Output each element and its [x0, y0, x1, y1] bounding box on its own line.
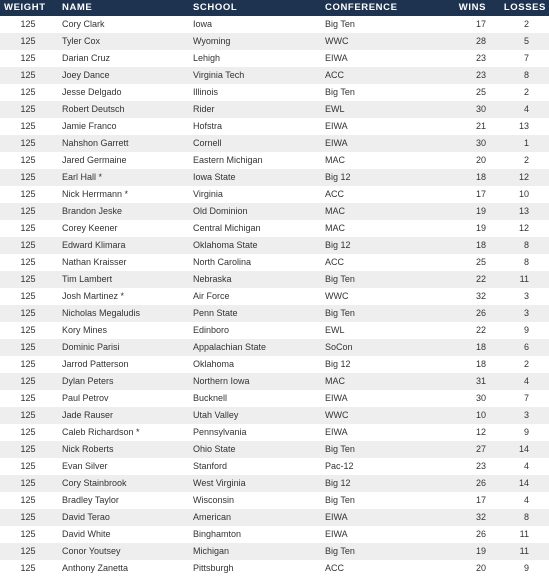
cell-school: Old Dominion	[193, 206, 248, 216]
cell-weight: 125	[20, 444, 36, 454]
cell-weight: 125	[20, 189, 36, 199]
cell-school: Illinois	[193, 87, 219, 97]
cell-conference: Big Ten	[325, 546, 355, 556]
cell-weight: 125	[20, 512, 36, 522]
cell-school: Nebraska	[193, 274, 232, 284]
cell-weight: 125	[20, 546, 36, 556]
cell-losses: 4	[523, 495, 529, 505]
cell-weight: 125	[20, 87, 36, 97]
table-row	[0, 237, 549, 254]
cell-school: Iowa	[193, 19, 213, 29]
cell-school: Pennsylvania	[193, 427, 247, 437]
cell-wins: 28	[475, 36, 486, 46]
header-conference[interactable]: CONFERENCE	[325, 2, 398, 13]
cell-weight: 125	[20, 393, 36, 403]
header-weight[interactable]: WEIGHT	[4, 2, 46, 13]
cell-conference: WWC	[325, 36, 349, 46]
cell-conference: EWL	[325, 104, 345, 114]
cell-conference: MAC	[325, 376, 345, 386]
cell-school: West Virginia	[193, 478, 246, 488]
cell-weight: 125	[20, 257, 36, 267]
cell-school: Wisconsin	[193, 495, 235, 505]
cell-weight: 125	[20, 36, 36, 46]
cell-weight: 125	[20, 172, 36, 182]
table-row	[0, 135, 549, 152]
cell-name: Bradley Taylor	[62, 495, 119, 505]
cell-losses: 4	[523, 104, 529, 114]
cell-conference: EIWA	[325, 121, 348, 131]
cell-weight: 125	[20, 563, 36, 573]
cell-name: Jade Rauser	[62, 410, 114, 420]
table-row	[0, 254, 549, 271]
cell-conference: EIWA	[325, 393, 348, 403]
cell-school: Penn State	[193, 308, 238, 318]
cell-weight: 125	[20, 325, 36, 335]
cell-school: Iowa State	[193, 172, 236, 182]
cell-losses: 11	[519, 546, 529, 556]
cell-conference: Big 12	[325, 359, 351, 369]
cell-losses: 2	[523, 87, 529, 97]
table-row	[0, 288, 549, 305]
cell-wins: 19	[475, 206, 486, 216]
header-row	[0, 0, 549, 16]
cell-school: Stanford	[193, 461, 228, 471]
cell-name: Cory Stainbrook	[62, 478, 127, 488]
cell-name: Nick Roberts	[62, 444, 114, 454]
cell-losses: 6	[523, 342, 529, 352]
table-row	[0, 492, 549, 509]
cell-wins: 12	[475, 427, 486, 437]
cell-conference: Big Ten	[325, 495, 355, 505]
cell-name: Nahshon Garrett	[62, 138, 129, 148]
cell-wins: 21	[475, 121, 486, 131]
table-row	[0, 339, 549, 356]
cell-name: Tim Lambert	[62, 274, 113, 284]
cell-conference: ACC	[325, 563, 345, 573]
cell-wins: 22	[475, 274, 486, 284]
cell-name: Paul Petrov	[62, 393, 109, 403]
cell-conference: ACC	[325, 257, 345, 267]
cell-conference: ACC	[325, 189, 345, 199]
cell-name: Jarrod Patterson	[62, 359, 129, 369]
cell-conference: EIWA	[325, 427, 348, 437]
cell-school: Appalachian State	[193, 342, 267, 352]
cell-wins: 31	[475, 376, 486, 386]
cell-school: Wyoming	[193, 36, 231, 46]
table-row	[0, 16, 549, 33]
table-row	[0, 475, 549, 492]
cell-conference: Big Ten	[325, 274, 355, 284]
cell-wins: 26	[475, 529, 486, 539]
cell-school: Edinboro	[193, 325, 230, 335]
cell-wins: 10	[475, 410, 486, 420]
cell-weight: 125	[20, 427, 36, 437]
cell-wins: 30	[475, 138, 486, 148]
cell-conference: EIWA	[325, 512, 348, 522]
table-row	[0, 169, 549, 186]
cell-wins: 20	[475, 155, 486, 165]
cell-losses: 10	[518, 189, 529, 199]
cell-conference: WWC	[325, 291, 349, 301]
cell-wins: 25	[475, 257, 486, 267]
table-row	[0, 543, 549, 560]
cell-losses: 14	[518, 444, 529, 454]
cell-weight: 125	[20, 495, 36, 505]
cell-conference: MAC	[325, 206, 345, 216]
cell-weight: 125	[20, 121, 36, 131]
cell-name: Caleb Richardson *	[62, 427, 140, 437]
cell-wins: 27	[475, 444, 486, 454]
cell-school: Eastern Michigan	[193, 155, 263, 165]
cell-conference: WWC	[325, 410, 349, 420]
table-body	[0, 16, 549, 577]
cell-name: Conor Youtsey	[62, 546, 121, 556]
table-row	[0, 441, 549, 458]
cell-name: Brandon Jeske	[62, 206, 123, 216]
cell-losses: 8	[523, 257, 529, 267]
cell-school: Pittsburgh	[193, 563, 234, 573]
cell-losses: 2	[523, 19, 529, 29]
table-row	[0, 186, 549, 203]
cell-losses: 5	[523, 36, 529, 46]
cell-name: Dominic Parisi	[62, 342, 120, 352]
cell-name: Joey Dance	[62, 70, 110, 80]
cell-wins: 32	[475, 291, 486, 301]
cell-name: Josh Martinez *	[62, 291, 125, 301]
cell-name: David Terao	[62, 512, 110, 522]
cell-conference: EWL	[325, 325, 345, 335]
cell-name: Anthony Zanetta	[62, 563, 129, 573]
cell-weight: 125	[20, 376, 36, 386]
cell-wins: 19	[475, 223, 486, 233]
cell-name: Darian Cruz	[62, 53, 111, 63]
table-row	[0, 84, 549, 101]
header-name[interactable]: NAME	[62, 2, 93, 13]
cell-school: Virginia	[193, 189, 223, 199]
cell-school: Rider	[193, 104, 215, 114]
cell-school: Utah Valley	[193, 410, 239, 420]
cell-school: Oklahoma State	[193, 240, 258, 250]
cell-weight: 125	[20, 308, 36, 318]
cell-losses: 12	[518, 223, 529, 233]
cell-losses: 2	[523, 359, 529, 369]
cell-school: Virginia Tech	[193, 70, 245, 80]
cell-losses: 9	[523, 563, 529, 573]
cell-name: Corey Keener	[62, 223, 118, 233]
cell-conference: Big 12	[325, 478, 351, 488]
cell-conference: ACC	[325, 70, 345, 80]
cell-weight: 125	[20, 359, 36, 369]
table-row	[0, 424, 549, 441]
table-row	[0, 50, 549, 67]
cell-school: Central Michigan	[193, 223, 261, 233]
cell-losses: 9	[523, 427, 529, 437]
cell-wins: 18	[475, 172, 486, 182]
cell-name: Jesse Delgado	[62, 87, 122, 97]
header-school[interactable]: SCHOOL	[193, 2, 238, 13]
cell-name: Earl Hall *	[62, 172, 103, 182]
cell-name: Edward Klimara	[62, 240, 126, 250]
cell-school: Air Force	[193, 291, 230, 301]
cell-school: Michigan	[193, 546, 230, 556]
table-row	[0, 356, 549, 373]
cell-name: Jared Germaine	[62, 155, 127, 165]
cell-losses: 13	[518, 206, 529, 216]
cell-losses: 1	[523, 138, 529, 148]
table-row	[0, 33, 549, 50]
table-row	[0, 373, 549, 390]
cell-conference: MAC	[325, 223, 345, 233]
cell-school: Oklahoma	[193, 359, 235, 369]
cell-weight: 125	[20, 342, 36, 352]
cell-school: Cornell	[193, 138, 222, 148]
header-wins[interactable]: WINS	[458, 2, 486, 13]
cell-wins: 18	[475, 240, 486, 250]
cell-name: Robert Deutsch	[62, 104, 125, 114]
cell-weight: 125	[20, 223, 36, 233]
cell-name: Nick Herrmann *	[62, 189, 129, 199]
cell-losses: 8	[523, 512, 529, 522]
table-header	[0, 0, 549, 16]
cell-weight: 125	[20, 104, 36, 114]
cell-conference: Big Ten	[325, 308, 355, 318]
table-row	[0, 526, 549, 543]
cell-name: Kory Mines	[62, 325, 108, 335]
cell-losses: 3	[523, 308, 529, 318]
cell-wins: 23	[475, 70, 486, 80]
cell-wins: 30	[475, 393, 486, 403]
table-row	[0, 458, 549, 475]
cell-wins: 23	[475, 53, 486, 63]
cell-conference: SoCon	[325, 342, 353, 352]
cell-losses: 3	[523, 291, 529, 301]
cell-weight: 125	[20, 70, 36, 80]
cell-wins: 26	[475, 478, 486, 488]
cell-wins: 26	[475, 308, 486, 318]
cell-losses: 14	[518, 478, 529, 488]
cell-school: Binghamton	[193, 529, 242, 539]
table-row	[0, 152, 549, 169]
cell-name: Evan Silver	[62, 461, 108, 471]
table-row	[0, 560, 549, 577]
cell-conference: Big 12	[325, 172, 351, 182]
cell-losses: 8	[523, 240, 529, 250]
cell-wins: 32	[475, 512, 486, 522]
cell-name: Nathan Kraisser	[62, 257, 127, 267]
cell-name: Jamie Franco	[62, 121, 117, 131]
cell-losses: 8	[523, 70, 529, 80]
cell-conference: Big 12	[325, 240, 351, 250]
cell-school: Hofstra	[193, 121, 223, 131]
cell-weight: 125	[20, 138, 36, 148]
cell-school: North Carolina	[193, 257, 252, 267]
cell-conference: EIWA	[325, 529, 348, 539]
cell-wins: 25	[475, 87, 486, 97]
cell-wins: 20	[475, 563, 486, 573]
cell-wins: 18	[475, 342, 486, 352]
cell-conference: Big Ten	[325, 19, 355, 29]
table-row	[0, 322, 549, 339]
cell-wins: 18	[475, 359, 486, 369]
cell-losses: 9	[523, 325, 529, 335]
table-row	[0, 118, 549, 135]
header-losses[interactable]: LOSSES	[503, 2, 546, 13]
cell-school: American	[193, 512, 232, 522]
cell-wins: 17	[475, 495, 486, 505]
cell-school: Northern Iowa	[193, 376, 250, 386]
cell-weight: 125	[20, 206, 36, 216]
cell-conference: EIWA	[325, 53, 348, 63]
cell-weight: 125	[20, 53, 36, 63]
cell-conference: MAC	[325, 155, 345, 165]
cell-losses: 2	[523, 155, 529, 165]
cell-wins: 30	[475, 104, 486, 114]
cell-weight: 125	[20, 410, 36, 420]
cell-weight: 125	[20, 240, 36, 250]
cell-wins: 23	[475, 461, 486, 471]
cell-name: Nicholas Megaludis	[62, 308, 141, 318]
table-row	[0, 390, 549, 407]
cell-conference: Pac-12	[325, 461, 354, 471]
cell-conference: Big Ten	[325, 444, 355, 454]
cell-losses: 11	[519, 274, 529, 284]
cell-weight: 125	[20, 291, 36, 301]
table-row	[0, 67, 549, 84]
table-row	[0, 509, 549, 526]
cell-weight: 125	[20, 274, 36, 284]
cell-losses: 4	[523, 376, 529, 386]
cell-school: Ohio State	[193, 444, 236, 454]
table-row	[0, 203, 549, 220]
cell-losses: 3	[523, 410, 529, 420]
cell-conference: EIWA	[325, 138, 348, 148]
cell-wins: 17	[475, 189, 486, 199]
cell-weight: 125	[20, 461, 36, 471]
table-row	[0, 407, 549, 424]
cell-losses: 13	[518, 121, 529, 131]
cell-weight: 125	[20, 529, 36, 539]
cell-losses: 7	[523, 53, 529, 63]
cell-wins: 17	[475, 19, 486, 29]
cell-losses: 7	[523, 393, 529, 403]
cell-name: Cory Clark	[62, 19, 105, 29]
table-row	[0, 220, 549, 237]
cell-name: Dylan Peters	[62, 376, 114, 386]
cell-conference: Big Ten	[325, 87, 355, 97]
cell-wins: 19	[475, 546, 486, 556]
table-row	[0, 271, 549, 288]
cell-name: Tyler Cox	[62, 36, 101, 46]
cell-school: Bucknell	[193, 393, 228, 403]
cell-losses: 12	[518, 172, 529, 182]
cell-wins: 22	[475, 325, 486, 335]
cell-name: David White	[62, 529, 111, 539]
cell-weight: 125	[20, 155, 36, 165]
cell-weight: 125	[20, 19, 36, 29]
cell-losses: 11	[519, 529, 529, 539]
cell-weight: 125	[20, 478, 36, 488]
table-row	[0, 305, 549, 322]
cell-school: Lehigh	[193, 53, 221, 63]
cell-losses: 4	[523, 461, 529, 471]
table-row	[0, 101, 549, 118]
